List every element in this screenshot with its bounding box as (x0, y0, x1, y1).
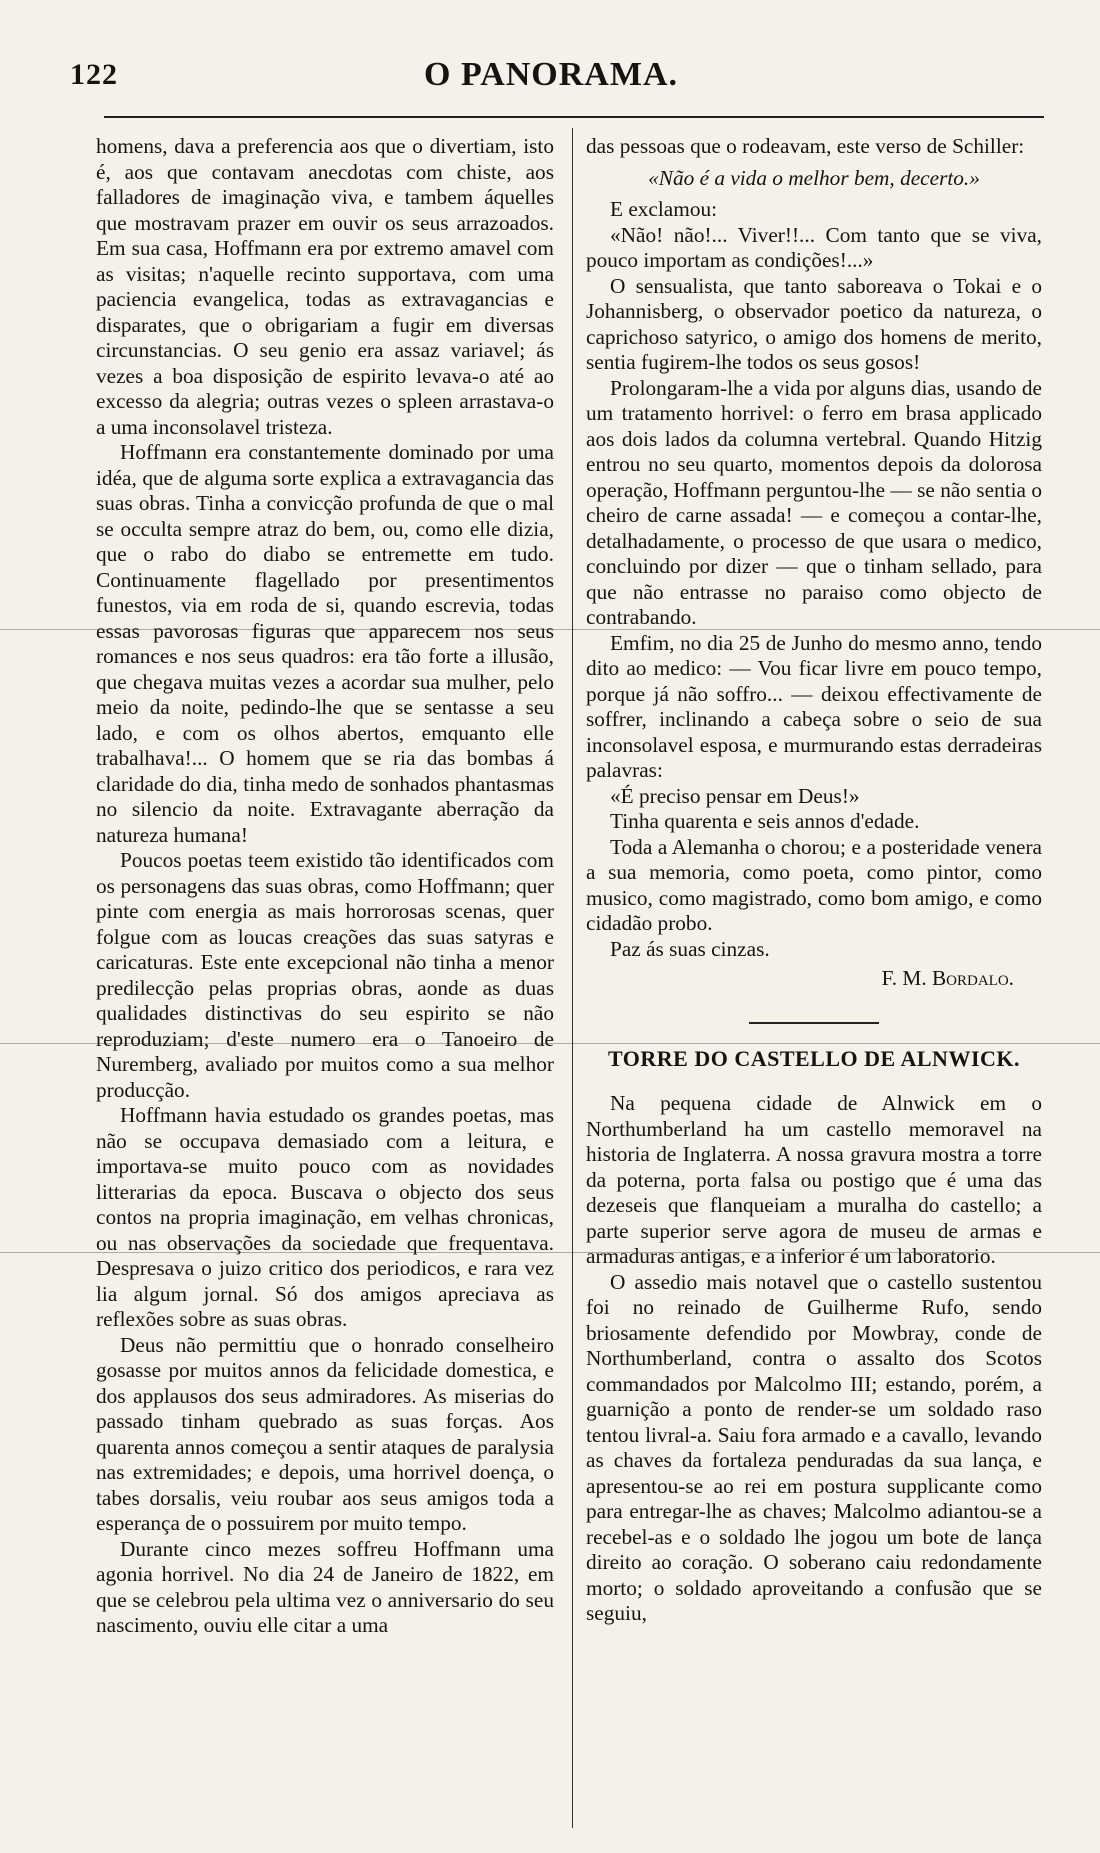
scan-fold-line (0, 1252, 1100, 1253)
scan-fold-line (0, 629, 1100, 630)
page-header (56, 48, 1046, 108)
paragraph: Tinha quarenta e seis annos d'edade. (610, 809, 920, 833)
paragraph: Emfim, no dia 25 de Junho do mesmo anno, tendo dito ao medico: — Vou ficar livre em pouco tempo, porque já não soffro... — deixou effectivamente de soffrer, inclinando a cabeça sobre o seio de sua inconsolavel esposa, e murmurando estas derradeiras palavras: (586, 630, 1042, 782)
page-number: 122 (70, 58, 118, 91)
paragraph: «É preciso pensar em Deus!» (610, 783, 860, 808)
paragraph: O assedio mais notavel que o castello sustentou foi no reinado de Guilherme Rufo, sendo briosamente defendido por Mowbray, conde de Northumberland, contra o assalto dos Scotos commandados por Malcolmo III; estando, porém, a guarnição a ponto de render-se um soldado raso tentou livral-a. Saiu fora armado e a cavallo, levando as chaves da fortaleza penduradas da sua lança, e apresentou-se ao rei em postura supplicante como para entregar-lhe as chaves; Malcolmo adiantou-se a recebel-as e o soldado lhe jogou um bote de lança direito ao coração. O soberano caiu redondamente morto; o soldado aproveitando a confusão que se seguiu, (586, 1269, 1042, 1625)
author-signature: F. M. Bordalo. (881, 966, 1014, 990)
paragraph: Paz ás suas cinzas. (610, 936, 770, 961)
left-column (96, 134, 554, 1639)
paragraph: Toda a Alemanha o chorou; e a posteridade venera a sua memoria, como poeta, como pintor, como musico, como magistrado, como bom amigo, e como cidadão probo. (586, 834, 1042, 935)
paragraph: O sensualista, que tanto saboreava o Tokai e o Johannisberg, o observador poetico da natureza, o caprichoso satyrico, o amigo dos homens de merito, sentia fugirem-lhe todos os seus gosos! (586, 273, 1042, 374)
quoted-verse: «Não é a vida o melhor bem, decerto.» (648, 165, 980, 190)
right-column (586, 134, 1042, 1627)
scan-fold-line (0, 1043, 1100, 1044)
paragraph: Na pequena cidade de Alnwick em o Northumberland ha um castello memoravel na historia de Inglaterra. A nossa gravura mostra a torre da poterna, porta falsa ou postigo que é uma das dezeseis que flanqueiam a muralha do castello; a parte superior serve agora de museu de armas e armaduras antigas, e a inferior é um laboratorio. (586, 1091, 1042, 1268)
masthead-title: O PANORAMA. (424, 56, 678, 93)
paragraph: das pessoas que o rodeavam, este verso de Schiller: (586, 134, 1025, 158)
paragraph: Prolongaram-lhe a vida por alguns dias, usando de um tratamento horrivel: o ferro em brasa applicado aos dois lados da columna vertebral. Quando Hitzig entrou no seu quarto, momentos depois da dolorosa operação, Hoffmann perguntou-lhe — se não sentia o cheiro de carne assada! — e começou a contar-lhe, detalhadamente, o processo de que usara o medico, concluindo por dizer — que o tinham sellado, para que não entrasse no paraiso como objecto de contrabando. (586, 375, 1042, 629)
column-divider (572, 128, 573, 1828)
paragraph: homens, dava a preferencia aos que o divertiam, isto é, aos que contavam anecdotas com chiste, aos falladores de imaginação viva, e tambem áquelles que mostravam prazer em ouvir os seus arrazoados. Em sua casa, Hoffmann era por extremo amavel com as visitas; n'aquelle recinto supportava, com uma paciencia evangelica, todas as extravagancias e disparates, que o obrigariam a fugir em diversas circunstancias. O seu genio era assaz variavel; ás vezes a boa disposição de espirito levava-o até ao excesso da alegria; outras vezes o spleen arrastava-o a uma inconsolavel tristeza. (96, 134, 554, 439)
paragraph: Deus não permittiu que o honrado conselheiro gosasse por muitos annos da felicidade domestica, e dos applausos dos seus admiradores. As miserias do passado tinham quebrado as suas forças. Aos quarenta annos começou a sentir ataques de paralysia nas extremidades; e depois, uma horrivel doença, o tabes dorsalis, veiu roubar aos seus amigos toda a esperança de o possuirem por muito tempo. (96, 1332, 554, 1535)
paragraph: Hoffmann havia estudado os grandes poetas, mas não se occupava demasiado com a leitura, e importava-se muito pouco com as novidades litterarias da epoca. Buscava o objecto dos seus contos na propria imaginação, em velhas chronicas, ou nas observações da sociedade que frequentava. Despresava o juizo critico dos periodicos, e rara vez lia algum jornal. Só dos amigos apreciava as reflexões sobre as suas obras. (96, 1103, 554, 1331)
section-rule (749, 1022, 879, 1024)
paragraph: Hoffmann era constantemente dominado por uma idéa, que de alguma sorte explica a extravagancia das suas obras. Tinha a convicção profunda de que o mal se occulta sempre atraz do bem, ou, como elle dizia, que o rabo do diabo se entremette em tudo. Continuamente flagellado por presentimentos funestos, via em roda de si, quando escrevia, todas essas pavorosas figuras que apparecem nos seus romances e nos seus quadros: era tão forte a illusão, que chegava muitas vezes a acordar sua mulher, pelo meio da noite, pedindo-lhe que se sentasse a seu lado, e com os olhos abertos, emquanto elle trabalhava!... O homem que se ria das bombas á claridade do dia, tinha medo de sonhados phantasmas no silencio da noite. Extravagante aberração da natureza humana! (96, 440, 554, 847)
article-title: TORRE DO CASTELLO DE ALNWICK. (607, 1045, 1020, 1071)
paragraph: «Não! não!... Viver!!... Com tanto que se viva, pouco importam as condições!...» (586, 222, 1042, 272)
paragraph: Durante cinco mezes soffreu Hoffmann uma agonia horrivel. No dia 24 de Janeiro de 1822, em que se celebrou pela ultima vez o anniversario do seu nascimento, ouviu elle citar a uma (96, 1536, 554, 1637)
paragraph: Poucos poetas teem existido tão identificados com os personagens das suas obras, como Hoffmann; quer pinte com energia as mais horrorosas scenas, quer folgue com as loucas creações das suas satyras e caricaturas. Este ente excepcional não tinha a menor predilecção pelas proprias obras, aonde as duas qualidades distinctivas do seu espirito se não reproduziam; d'este numero era o Tanoeiro de Nuremberg, avaliado por muitos como a sua melhor producção. (96, 848, 554, 1102)
header-rule (104, 116, 1044, 118)
paragraph: E exclamou: (610, 197, 718, 221)
